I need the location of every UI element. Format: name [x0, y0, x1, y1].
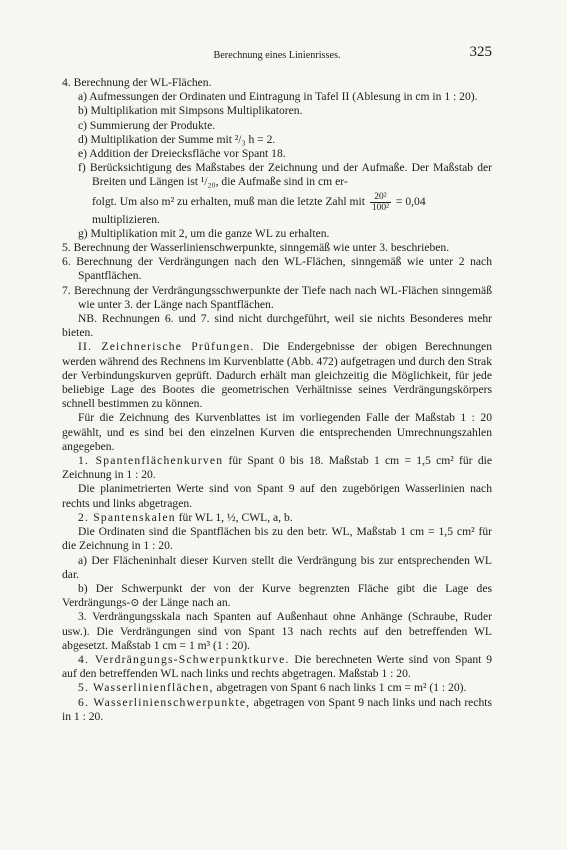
- item-5: 5. Berechnung der Wasserlinienschwerpunkte, sinngemäß wie unter 3. beschrieben.: [62, 241, 450, 255]
- curve-2b-text: b) Der Schwerpunkt der von der Kurve begrenzten Fläche gibt die Lage des Verdrängungs-: [62, 581, 492, 610]
- curve-4: [62, 653, 492, 681]
- fraction-numerator: 20²: [370, 192, 391, 203]
- fraction-denominator: 100²: [371, 202, 389, 213]
- page-number: 325: [469, 44, 492, 60]
- item-6: 6. Berechnung der Verdrängungen nach den WL-Flächen, sinngemäß wie unter 2 nach Spantflächen.: [62, 255, 492, 283]
- section-ii-heading: II. Zeichnerische Prüfungen.: [78, 340, 255, 354]
- centroid-symbol: ⊙: [130, 597, 140, 610]
- curve-2: [62, 511, 492, 525]
- item-4g: g) Multiplikation mit 2, um die ganze WL zu erhalten.: [78, 226, 330, 240]
- item-4c: c) Summierung der Produkte.: [78, 118, 216, 132]
- formula-result: = 0,04: [395, 194, 426, 208]
- curve-5-text: abgetragen von Spant 6 nach links 1 cm = m² (1 : 20).: [216, 681, 467, 695]
- paragraph-scale: Für die Zeichnung des Kurvenblattes ist im vorliegenden Falle der Maßstab 1 : 20 gewählt, und es sind bei den einzelnen Kurven die entsprechenden Umrechnungszahlen angegeben.: [62, 411, 492, 453]
- curve-4-heading: 4. Verdrängungs-Schwerpunktkurve.: [78, 652, 290, 666]
- curve-5: [62, 681, 492, 695]
- curve-1: [62, 454, 492, 482]
- curve-5-heading: 5. Wasserlinienflächen,: [78, 681, 214, 695]
- curve-2b-end: der Länge nach an.: [142, 596, 231, 610]
- item-4d: d) Multiplikation der Summe mit ²/₃ h = 2.: [78, 132, 276, 146]
- running-title: Berechnung eines Linienrisses.: [213, 50, 341, 61]
- item-4f: f) Berücksichtigung des Maßstabes der Zeichnung und der Aufmaße. Der Maßstab der Breiten und Längen ist ¹/₂₀, die Aufmaße sind in cm er-: [78, 161, 492, 189]
- curve-2b: [62, 582, 492, 610]
- curve-6-heading: 6. Wasserlinienschwerpunkte,: [78, 695, 251, 709]
- item-7: 7. Berechnung der Verdrängungsschwerpunkte der Tiefe nach nach WL-Flächen sinngemäß wie unter 3. der Länge nach Spantflächen.: [62, 283, 492, 311]
- note-nb: NB. Rechnungen 6. und 7. sind nicht durchgeführt, weil sie nichts Besonderes mehr bieten.: [62, 312, 492, 340]
- item-4f-end: multiplizieren.: [92, 212, 160, 226]
- curve-2-heading: 2. Spantenskalen: [78, 510, 176, 524]
- body-text: [62, 76, 492, 724]
- section-ii-text: Die Endergebnisse der obigen Berechnungen werden während des Rechnens im Kurvenblatte (Abb. 472) aufgetragen und durch den Strak der Verbindungskurven geprüft. Dadurch erhält man gleichzeitig die Möglichkeit, für jede beliebige Lage des Bootes die geometrischen Verhältnisse seines Verdrängungskörpers schnell bestimmen zu können.: [62, 340, 492, 411]
- item-4: 4. Berechnung der WL-Flächen.: [62, 76, 212, 89]
- curve-3: 3. Verdrängungsskala nach Spanten auf Außenhaut ohne Anhänge (Schraube, Ruder usw.). Die Verdrängungen sind von Spant 13 nach rechts auf den betreffenden WL abgesetzt. Maßstab 1 cm = 1 m³ (1 : 20).: [62, 610, 492, 652]
- curve-1-detail: Die planimetrierten Werte sind von Spant 9 auf den zugebörigen Wasserlinien nach rechts und links abgetragen.: [62, 482, 492, 510]
- curve-6-text: abgetragen von Spant 9 nach links und nach rechts in 1 : 20.: [62, 695, 493, 723]
- curve-2-detail: Die Ordinaten sind die Spantflächen bis zu den betr. WL, Maßstab 1 cm = 1,5 cm² für die Zeichnung in 1 : 20.: [62, 525, 492, 553]
- item-4a: a) Aufmessungen der Ordinaten und Eintragung in Tafel II (Ablesung in cm in 1 : 20).: [78, 90, 478, 104]
- scale-fraction: [370, 192, 391, 213]
- curve-2a: a) Der Flächeninhalt dieser Kurven stellt die Verdrängung bis zur entsprechenden WL dar.: [62, 553, 492, 581]
- curve-4-text: Die berechneten Werte sind von Spant 9 auf den betreffenden WL nach links und rechts abgetragen. Maßstab 1 : 20.: [62, 652, 492, 681]
- curve-6: [62, 696, 492, 724]
- formula-lead: folgt. Um also m² zu erhalten, muß man die letzte Zahl mit: [92, 194, 365, 208]
- item-4f-formula-line: [62, 192, 492, 213]
- item-4e: e) Addition der Dreiecksfläche vor Spant 18.: [78, 147, 286, 161]
- curve-1-heading: 1. Spantenflächenkurven: [78, 454, 224, 468]
- section-ii: [62, 340, 492, 411]
- curve-2-text: für WL 1, ½, CWL, a, b.: [178, 510, 293, 524]
- item-4b: b) Multiplikation mit Simpsons Multiplikatoren.: [78, 104, 303, 118]
- curve-1-text: für Spant 0 bis 18. Maßstab 1 cm = 1,5 cm² für die Zeichnung in 1 : 20.: [62, 454, 492, 482]
